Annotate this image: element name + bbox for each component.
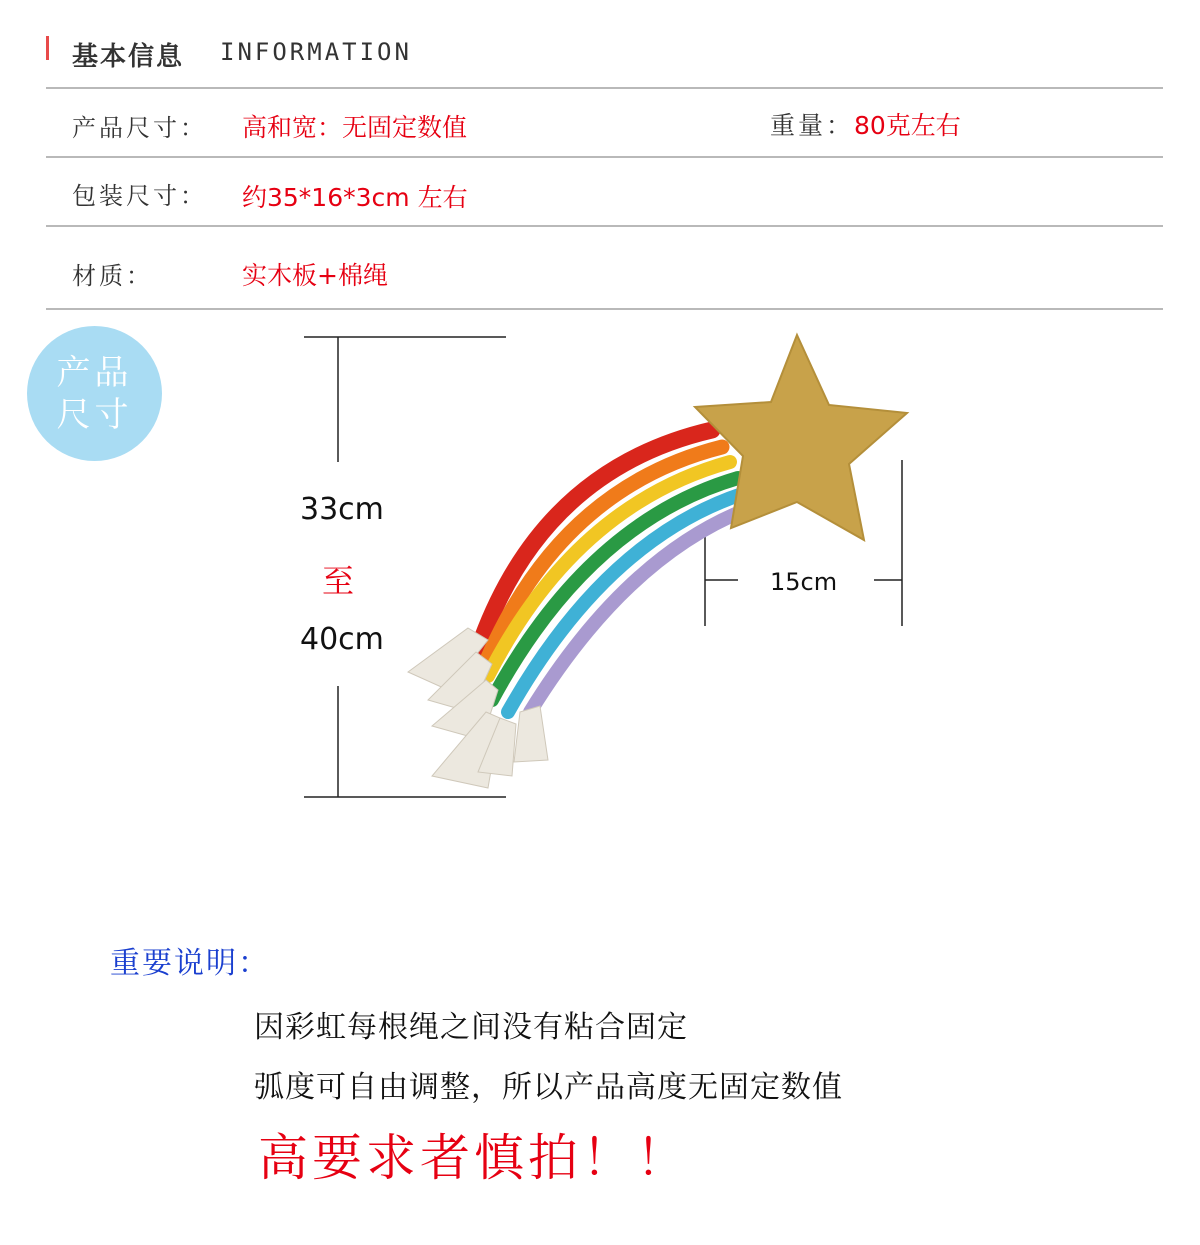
badge-line-1: 产品	[56, 352, 133, 393]
section-title: 基本信息	[72, 42, 185, 72]
gold-star	[695, 335, 907, 540]
badge-line-2: 尺寸	[56, 394, 133, 435]
material-value: 实木板+棉绳	[242, 261, 388, 290]
width-label: 15cm	[770, 568, 838, 596]
notes-warning: 高要求者慎拍！！	[258, 1129, 690, 1187]
package-size-value: 约35*16*3cm 左右	[242, 183, 468, 212]
height-min-label: 33cm	[300, 492, 384, 527]
height-to-label: 至	[322, 562, 355, 600]
package-size-label: 包装尺寸：	[72, 182, 207, 210]
section-subtitle: INFORMATION	[220, 38, 412, 66]
height-max-label: 40cm	[300, 622, 384, 657]
size-label: 产品尺寸：	[72, 114, 207, 142]
material-label: 材质：	[72, 262, 153, 290]
weight-value: 80克左右	[854, 111, 961, 140]
notes-line-2: 弧度可自由调整，所以产品高度无固定数值	[254, 1070, 843, 1105]
weight-label: 重量：	[770, 111, 855, 140]
notes-line-1: 因彩虹每根绳之间没有粘合固定	[254, 1010, 688, 1045]
notes-title: 重要说明：	[110, 946, 270, 981]
size-value: 高和宽：无固定数值	[242, 113, 468, 142]
